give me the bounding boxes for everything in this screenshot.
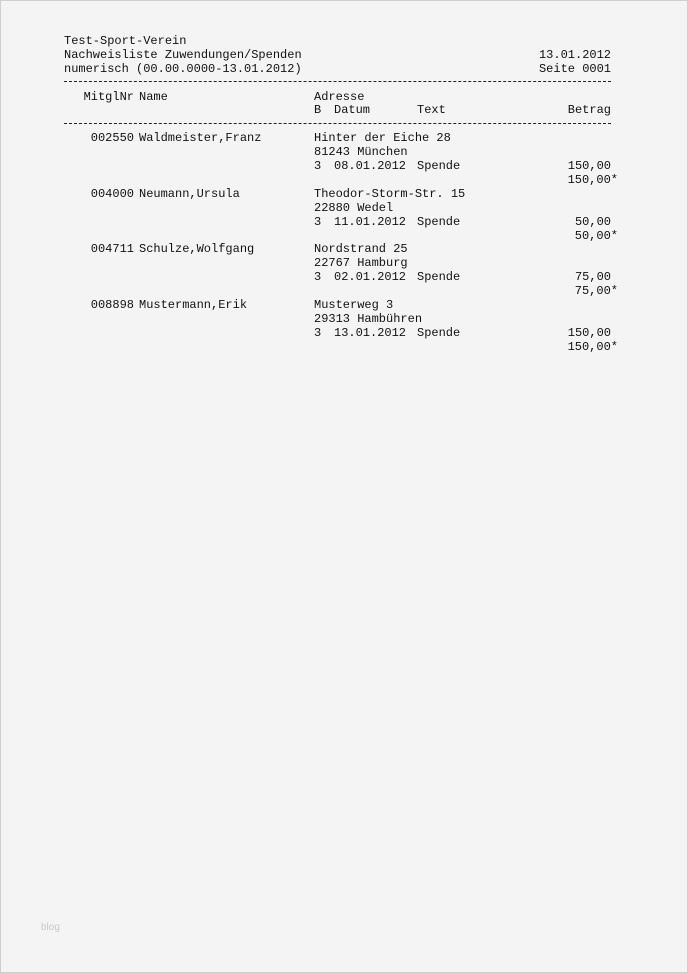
record-city: 22880 Wedel [314, 201, 394, 215]
record-street: Nordstrand 25 [314, 242, 408, 256]
report-date: 13.01.2012 [538, 48, 611, 62]
watermark: blog [41, 922, 60, 933]
column-b: B [314, 103, 322, 117]
record-city: 81243 München [314, 145, 408, 159]
record-b: 3 [314, 215, 322, 229]
record-text: Spende [417, 159, 461, 173]
record-amount: 50,00 [574, 215, 611, 229]
column-text: Text [417, 103, 446, 117]
record-text: Spende [417, 215, 461, 229]
record-street: Theodor-Storm-Str. 15 [314, 187, 466, 201]
header-divider [64, 81, 611, 82]
record-date: 08.01.2012 [334, 159, 407, 173]
record-member-no: 008898 [90, 298, 134, 312]
record-city: 29313 Hambühren [314, 312, 423, 326]
record-amount: 150,00 [567, 159, 611, 173]
record-total: 150,00* [567, 340, 618, 354]
record-date: 13.01.2012 [334, 326, 407, 340]
record-street: Musterweg 3 [314, 298, 394, 312]
record-text: Spende [417, 270, 461, 284]
organization-name: Test-Sport-Verein [64, 34, 187, 48]
record-city: 22767 Hamburg [314, 256, 408, 270]
page-number: Seite 0001 [538, 62, 611, 76]
record-b: 3 [314, 326, 322, 340]
column-date: Datum [334, 103, 371, 117]
column-amount: Betrag [567, 103, 611, 117]
record-name: Schulze,Wolfgang [139, 242, 255, 256]
record-street: Hinter der Eiche 28 [314, 131, 451, 145]
record-date: 11.01.2012 [334, 215, 407, 229]
record-b: 3 [314, 270, 322, 284]
record-total: 50,00* [574, 229, 618, 243]
column-name: Name [139, 90, 168, 104]
record-member-no: 004711 [90, 242, 134, 256]
record-b: 3 [314, 159, 322, 173]
record-member-no: 002550 [90, 131, 134, 145]
record-name: Neumann,Ursula [139, 187, 240, 201]
column-address: Adresse [314, 90, 365, 104]
report-title: Nachweisliste Zuwendungen/Spenden [64, 48, 302, 62]
column-divider [64, 123, 611, 124]
record-name: Mustermann,Erik [139, 298, 248, 312]
column-member-no: MitglNr [83, 90, 134, 104]
record-amount: 150,00 [567, 326, 611, 340]
record-name: Waldmeister,Franz [139, 131, 262, 145]
record-total: 150,00* [567, 173, 618, 187]
record-member-no: 004000 [90, 187, 134, 201]
report-range: numerisch (00.00.0000-13.01.2012) [64, 62, 302, 76]
record-amount: 75,00 [574, 270, 611, 284]
record-total: 75,00* [574, 284, 618, 298]
record-text: Spende [417, 326, 461, 340]
record-date: 02.01.2012 [334, 270, 407, 284]
